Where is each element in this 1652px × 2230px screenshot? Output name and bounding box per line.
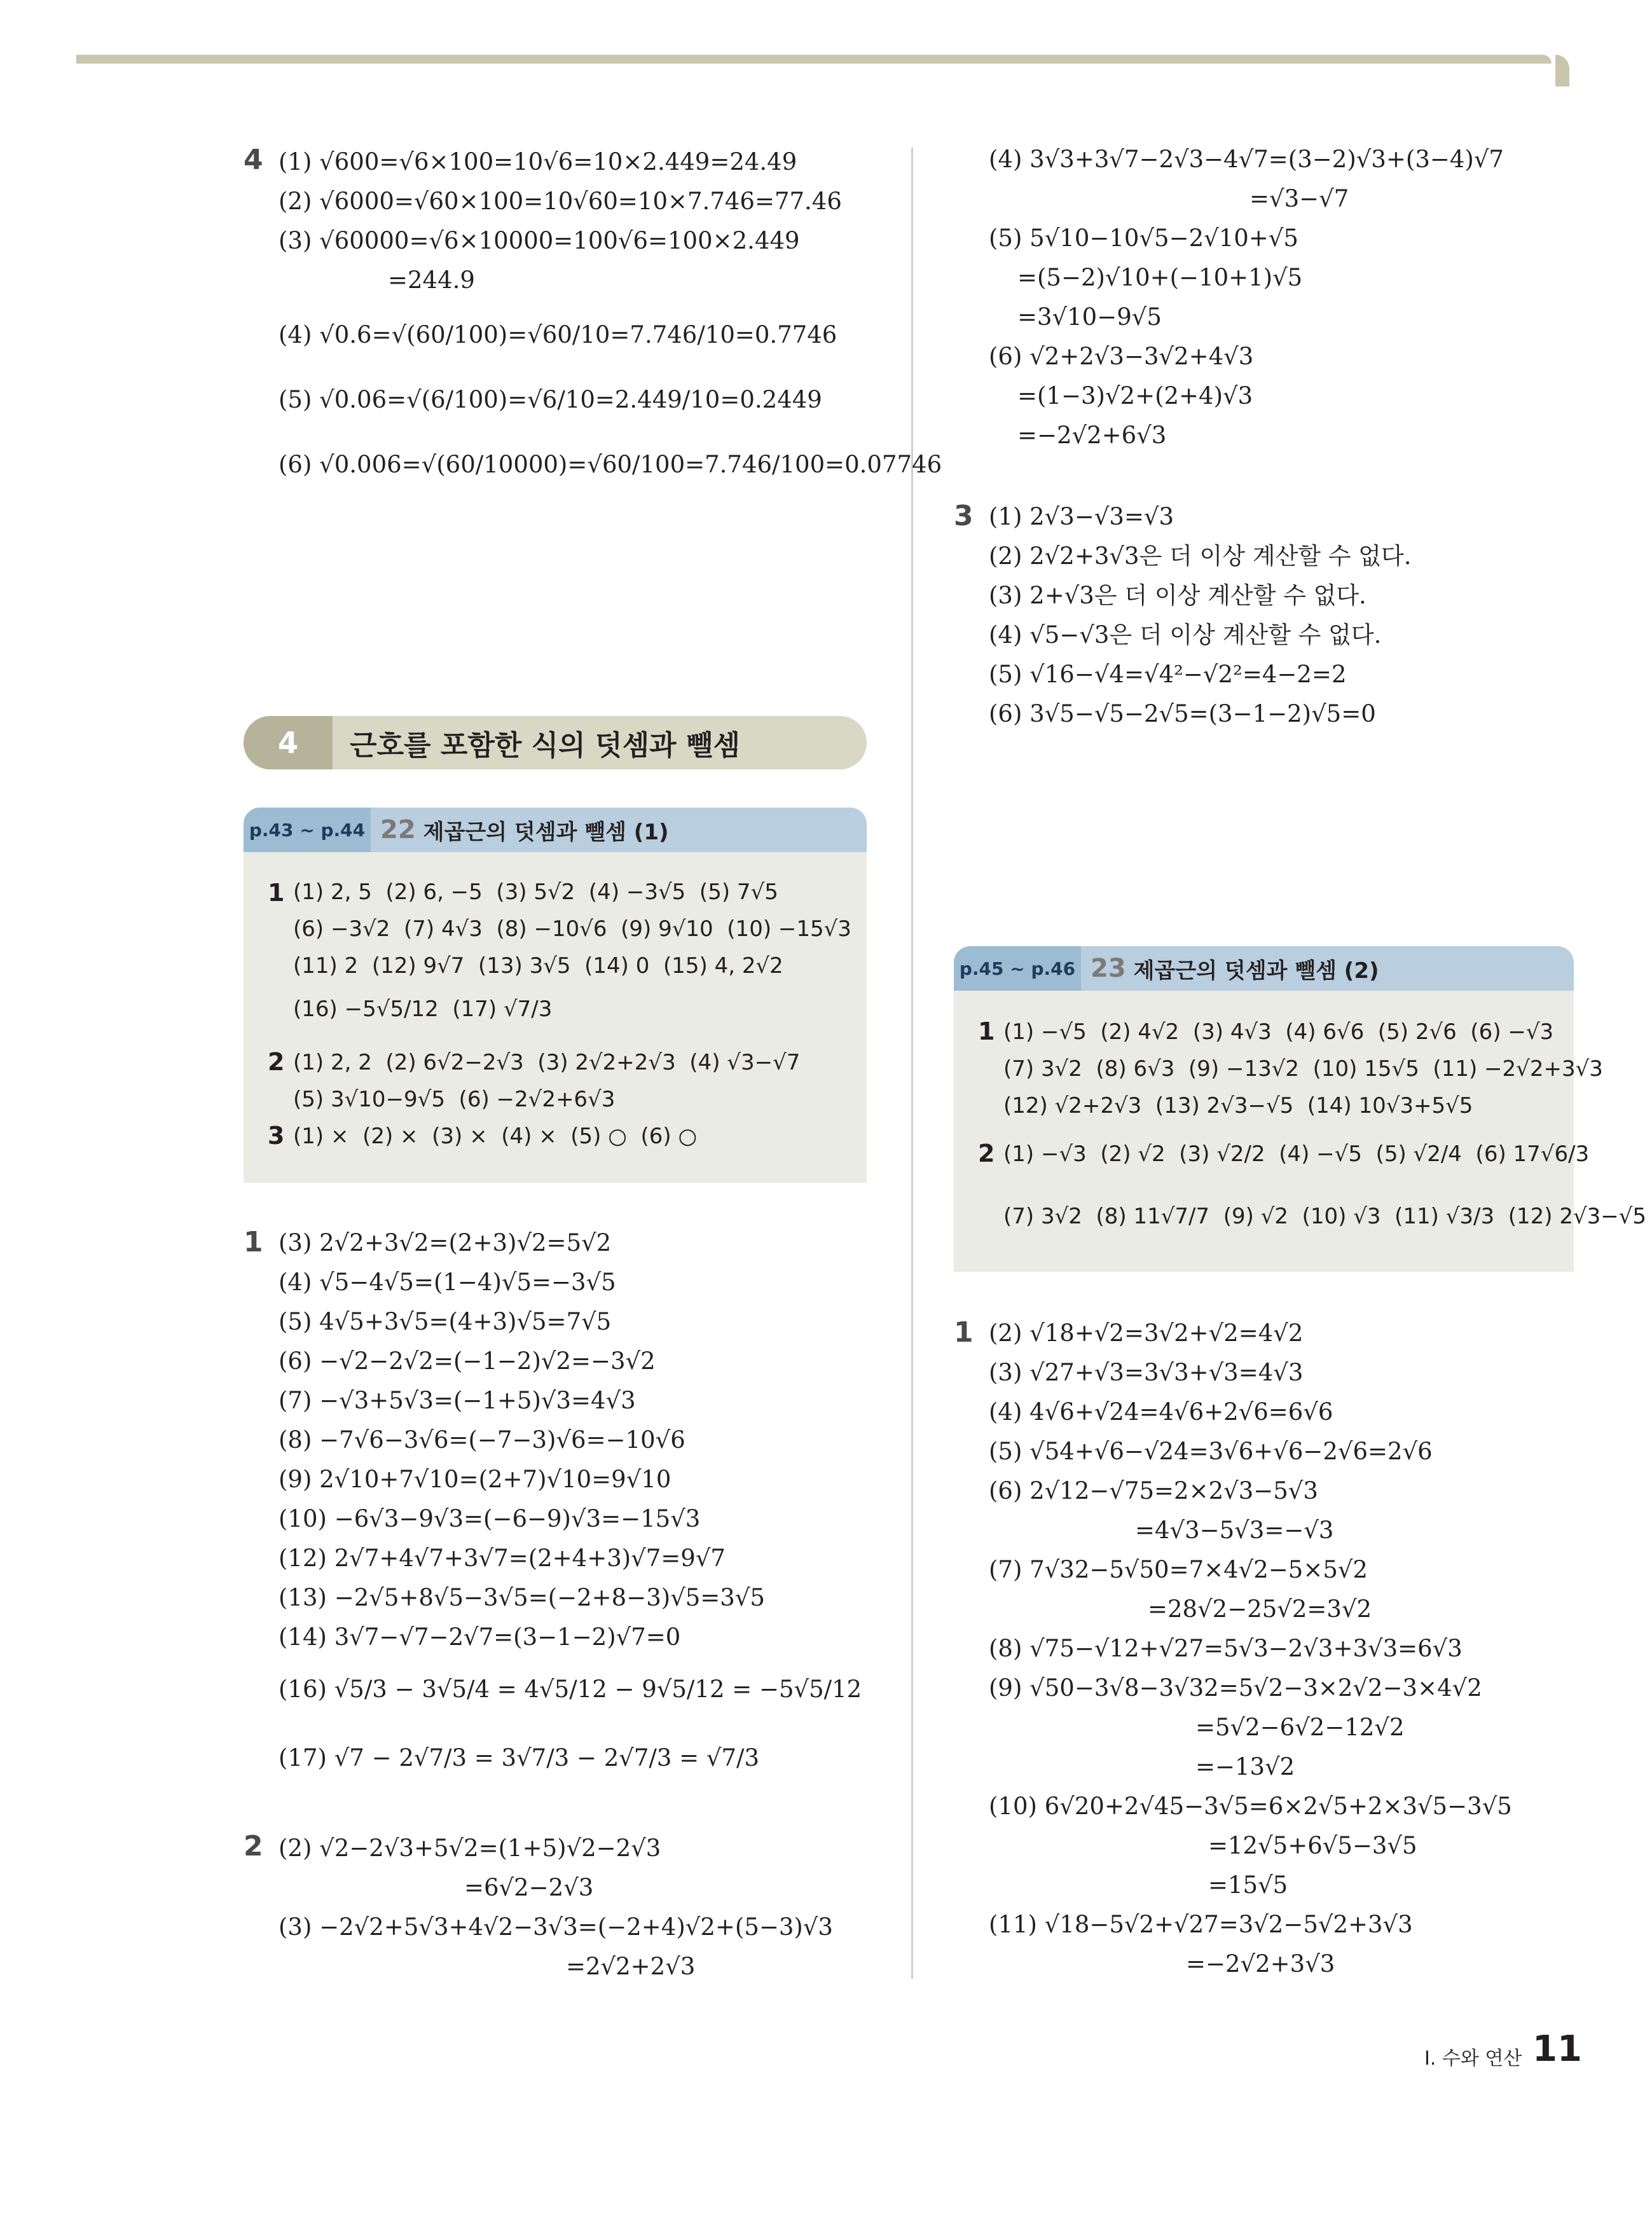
answer-line: =√3−√7 <box>1249 185 1349 212</box>
answer-line: =15√5 <box>1208 1871 1288 1899</box>
answer-line: (14) 3√7−√7−2√7=(3−1−2)√7=0 <box>279 1623 681 1651</box>
answer-number: 2 <box>268 1048 285 1076</box>
section-number: 4 <box>244 716 333 769</box>
answer-line: (3) 2√2+3√2=(2+3)√2=5√2 <box>279 1229 612 1256</box>
answer-line: (7) 3√2 (8) 11√7/7 (9) √2 (10) √3 (11) √3/3 (12) 2√3−√5 <box>1003 1204 1647 1229</box>
answer-line: (1) √600=√6×100=10√6=10×2.449=24.49 <box>279 148 797 176</box>
answer-number: 1 <box>268 879 285 907</box>
answer-line: (7) 3√2 (8) 6√3 (9) −13√2 (10) 15√5 (11) −2√2+3√3 <box>1003 1056 1603 1082</box>
answer-line: (6) −3√2 (7) 4√3 (8) −10√6 (9) 9√10 (10) −15√3 <box>293 916 851 942</box>
box-page-range: p.43 ~ p.44 <box>244 808 371 852</box>
page-number: 11 <box>1532 2028 1582 2070</box>
box-title-text: 제곱근의 덧셈과 뺄셈 (2) <box>1133 958 1379 984</box>
answer-line: (12) √2+2√3 (13) 2√3−√5 (14) 10√3+5√5 <box>1003 1093 1473 1118</box>
answer-line: (10) −6√3−9√3=(−6−9)√3=−15√3 <box>279 1505 701 1532</box>
answer-line: (4) 4√6+√24=4√6+2√6=6√6 <box>989 1398 1333 1426</box>
box-title <box>1091 946 1379 991</box>
answer-line: =−2√2+6√3 <box>1017 422 1167 449</box>
answer-line: =5√2−6√2−12√2 <box>1195 1714 1405 1741</box>
answer-line: =12√5+6√5−3√5 <box>1208 1832 1417 1859</box>
answer-line: (16) √5/3 − 3√5/4 = 4√5/12 − 9√5/12 = −5√5/12 <box>279 1676 862 1703</box>
answer-line: =(1−3)√2+(2+4)√3 <box>1017 382 1253 410</box>
answer-box-23 <box>954 946 1647 1272</box>
answer-line: =4√3−5√3=−√3 <box>1135 1517 1334 1544</box>
answer-line: (10) 6√20+2√45−3√5=6×2√5+2×3√5−3√5 <box>989 1793 1512 1820</box>
answer-line: (4) √5−4√5=(1−4)√5=−3√5 <box>279 1269 616 1296</box>
answer-line: (6) √2+2√3−3√2+4√3 <box>989 343 1254 370</box>
answer-line: (1) −√3 (2) √2 (3) √2/2 (4) −√5 (5) √2/4 (6) 17√6/3 <box>1003 1141 1590 1167</box>
answer-line: (5) 3√10−9√5 (6) −2√2+6√3 <box>293 1087 616 1112</box>
column-divider <box>911 148 913 1979</box>
answer-line: =(5−2)√10+(−10+1)√5 <box>1017 264 1303 291</box>
answer-line: (6) 2√12−√75=2×2√3−5√3 <box>989 1477 1318 1504</box>
box-title <box>380 808 669 852</box>
answer-number: 1 <box>978 1017 995 1045</box>
answer-number: 2 <box>978 1139 995 1167</box>
answer-line: (9) 2√10+7√10=(2+7)√10=9√10 <box>279 1466 671 1493</box>
answer-line: (12) 2√7+4√7+3√7=(2+4+3)√7=9√7 <box>279 1545 726 1572</box>
answer-line: (2) √6000=√60×100=10√60=10×7.746=77.46 <box>279 188 842 215</box>
answer-line: (17) √7 − 2√7/3 = 3√7/3 − 2√7/3 = √7/3 <box>279 1744 760 1772</box>
answer-line: =−13√2 <box>1195 1753 1295 1780</box>
section-title: 근호를 포함한 식의 덧셈과 뺄셈 <box>350 729 740 762</box>
answer-line: (1) 2, 2 (2) 6√2−2√3 (3) 2√2+2√3 (4) √3−√7 <box>293 1050 801 1075</box>
answer-line: (9) √50−3√8−3√32=5√2−3×2√2−3×4√2 <box>989 1674 1482 1702</box>
answer-line: (7) −√3+5√3=(−1+5)√3=4√3 <box>279 1387 636 1414</box>
answer-line: (13) −2√5+8√5−3√5=(−2+8−3)√5=3√5 <box>279 1584 765 1611</box>
answer-line: (1) 2, 5 (2) 6, −5 (3) 5√2 (4) −3√5 (5) 7√5 <box>293 879 778 905</box>
answer-line: (5) √16−√4=√4²−√2²=4−2=2 <box>989 661 1347 688</box>
answer-number: 3 <box>268 1122 285 1150</box>
answer-line: (6) 3√5−√5−2√5=(3−1−2)√5=0 <box>989 700 1376 727</box>
answer-line: (1) × (2) × (3) × (4) × (5) ○ (6) ○ <box>293 1124 698 1149</box>
box-number: 22 <box>380 815 416 844</box>
answer-line: (3) √60000=√6×10000=100√6=100×2.449 <box>279 227 800 254</box>
answer-number: 2 <box>244 1830 263 1862</box>
answer-line: (11) √18−5√2+√27=3√2−5√2+3√3 <box>989 1911 1413 1938</box>
box-number: 23 <box>1091 954 1126 983</box>
answer-line: (2) √2−2√3+5√2=(1+5)√2−2√3 <box>279 1834 661 1862</box>
answer-line: (5) 4√5+3√5=(4+3)√5=7√5 <box>279 1308 612 1335</box>
answer-line: (8) √75−√12+√27=5√3−2√3+3√3=6√3 <box>989 1635 1463 1662</box>
answer-line: (6) −√2−2√2=(−1−2)√2=−3√2 <box>279 1347 656 1375</box>
answer-line: (5) √54+√6−√24=3√6+√6−2√6=2√6 <box>989 1438 1433 1465</box>
answer-line: (8) −7√6−3√6=(−7−3)√6=−10√6 <box>279 1426 685 1454</box>
answer-line: (4) √5−√3은 더 이상 계산할 수 없다. <box>989 621 1382 649</box>
answer-line: =−2√2+3√3 <box>1186 1950 1335 1978</box>
answer-line: (11) 2 (12) 9√7 (13) 3√5 (14) 0 (15) 4, 2√2 <box>293 953 783 979</box>
box-page-range: p.45 ~ p.46 <box>954 946 1081 991</box>
top-bar-corner <box>1555 55 1569 86</box>
answer-line: (5) √0.06=√(6/100)=√6/10=2.449/10=0.2449 <box>279 386 822 413</box>
answer-line: (16) −5√5/12 (17) √7/3 <box>293 996 553 1022</box>
answer-number: 1 <box>954 1316 974 1349</box>
answer-box-22 <box>244 808 867 1183</box>
answer-line: (3) √27+√3=3√3+√3=4√3 <box>989 1359 1304 1386</box>
answer-number: 1 <box>244 1226 263 1258</box>
answer-line: (2) 2√2+3√3은 더 이상 계산할 수 없다. <box>989 542 1412 570</box>
answer-line: (4) 3√3+3√7−2√3−4√7=(3−2)√3+(3−4)√7 <box>989 146 1504 173</box>
answer-line: (1) −√5 (2) 4√2 (3) 4√3 (4) 6√6 (5) 2√6 (6) −√3 <box>1003 1019 1554 1045</box>
answer-line: (5) 5√10−10√5−2√10+√5 <box>989 224 1298 252</box>
answer-line: (2) √18+√2=3√2+√2=4√2 <box>989 1319 1304 1347</box>
answer-line: (1) 2√3−√3=√3 <box>989 503 1174 530</box>
answer-line: =2√2+2√3 <box>566 1953 696 1980</box>
top-decorative-bar <box>76 55 1552 64</box>
answer-number: 4 <box>244 144 263 176</box>
answer-line: (7) 7√32−5√50=7×4√2−5×5√2 <box>989 1556 1368 1583</box>
answer-line: (3) −2√2+5√3+4√2−3√3=(−2+4)√2+(5−3)√3 <box>279 1913 833 1941</box>
answer-line: (4) √0.6=√(60/100)=√60/10=7.746/10=0.7746 <box>279 321 837 348</box>
answer-line: =6√2−2√3 <box>464 1874 594 1901</box>
answer-line: (3) 2+√3은 더 이상 계산할 수 없다. <box>989 582 1366 609</box>
answer-number: 3 <box>954 500 974 532</box>
answer-line: =3√10−9√5 <box>1017 303 1162 331</box>
answer-line: =244.9 <box>388 266 475 294</box>
answer-line: (6) √0.006=√(60/10000)=√60/100=7.746/100=0.07746 <box>279 451 942 478</box>
chapter-label: Ⅰ. 수와 연산 <box>1424 2048 1522 2070</box>
answer-line: =28√2−25√2=3√2 <box>1148 1595 1372 1623</box>
box-title-text: 제곱근의 덧셈과 뺄셈 (1) <box>423 819 669 845</box>
